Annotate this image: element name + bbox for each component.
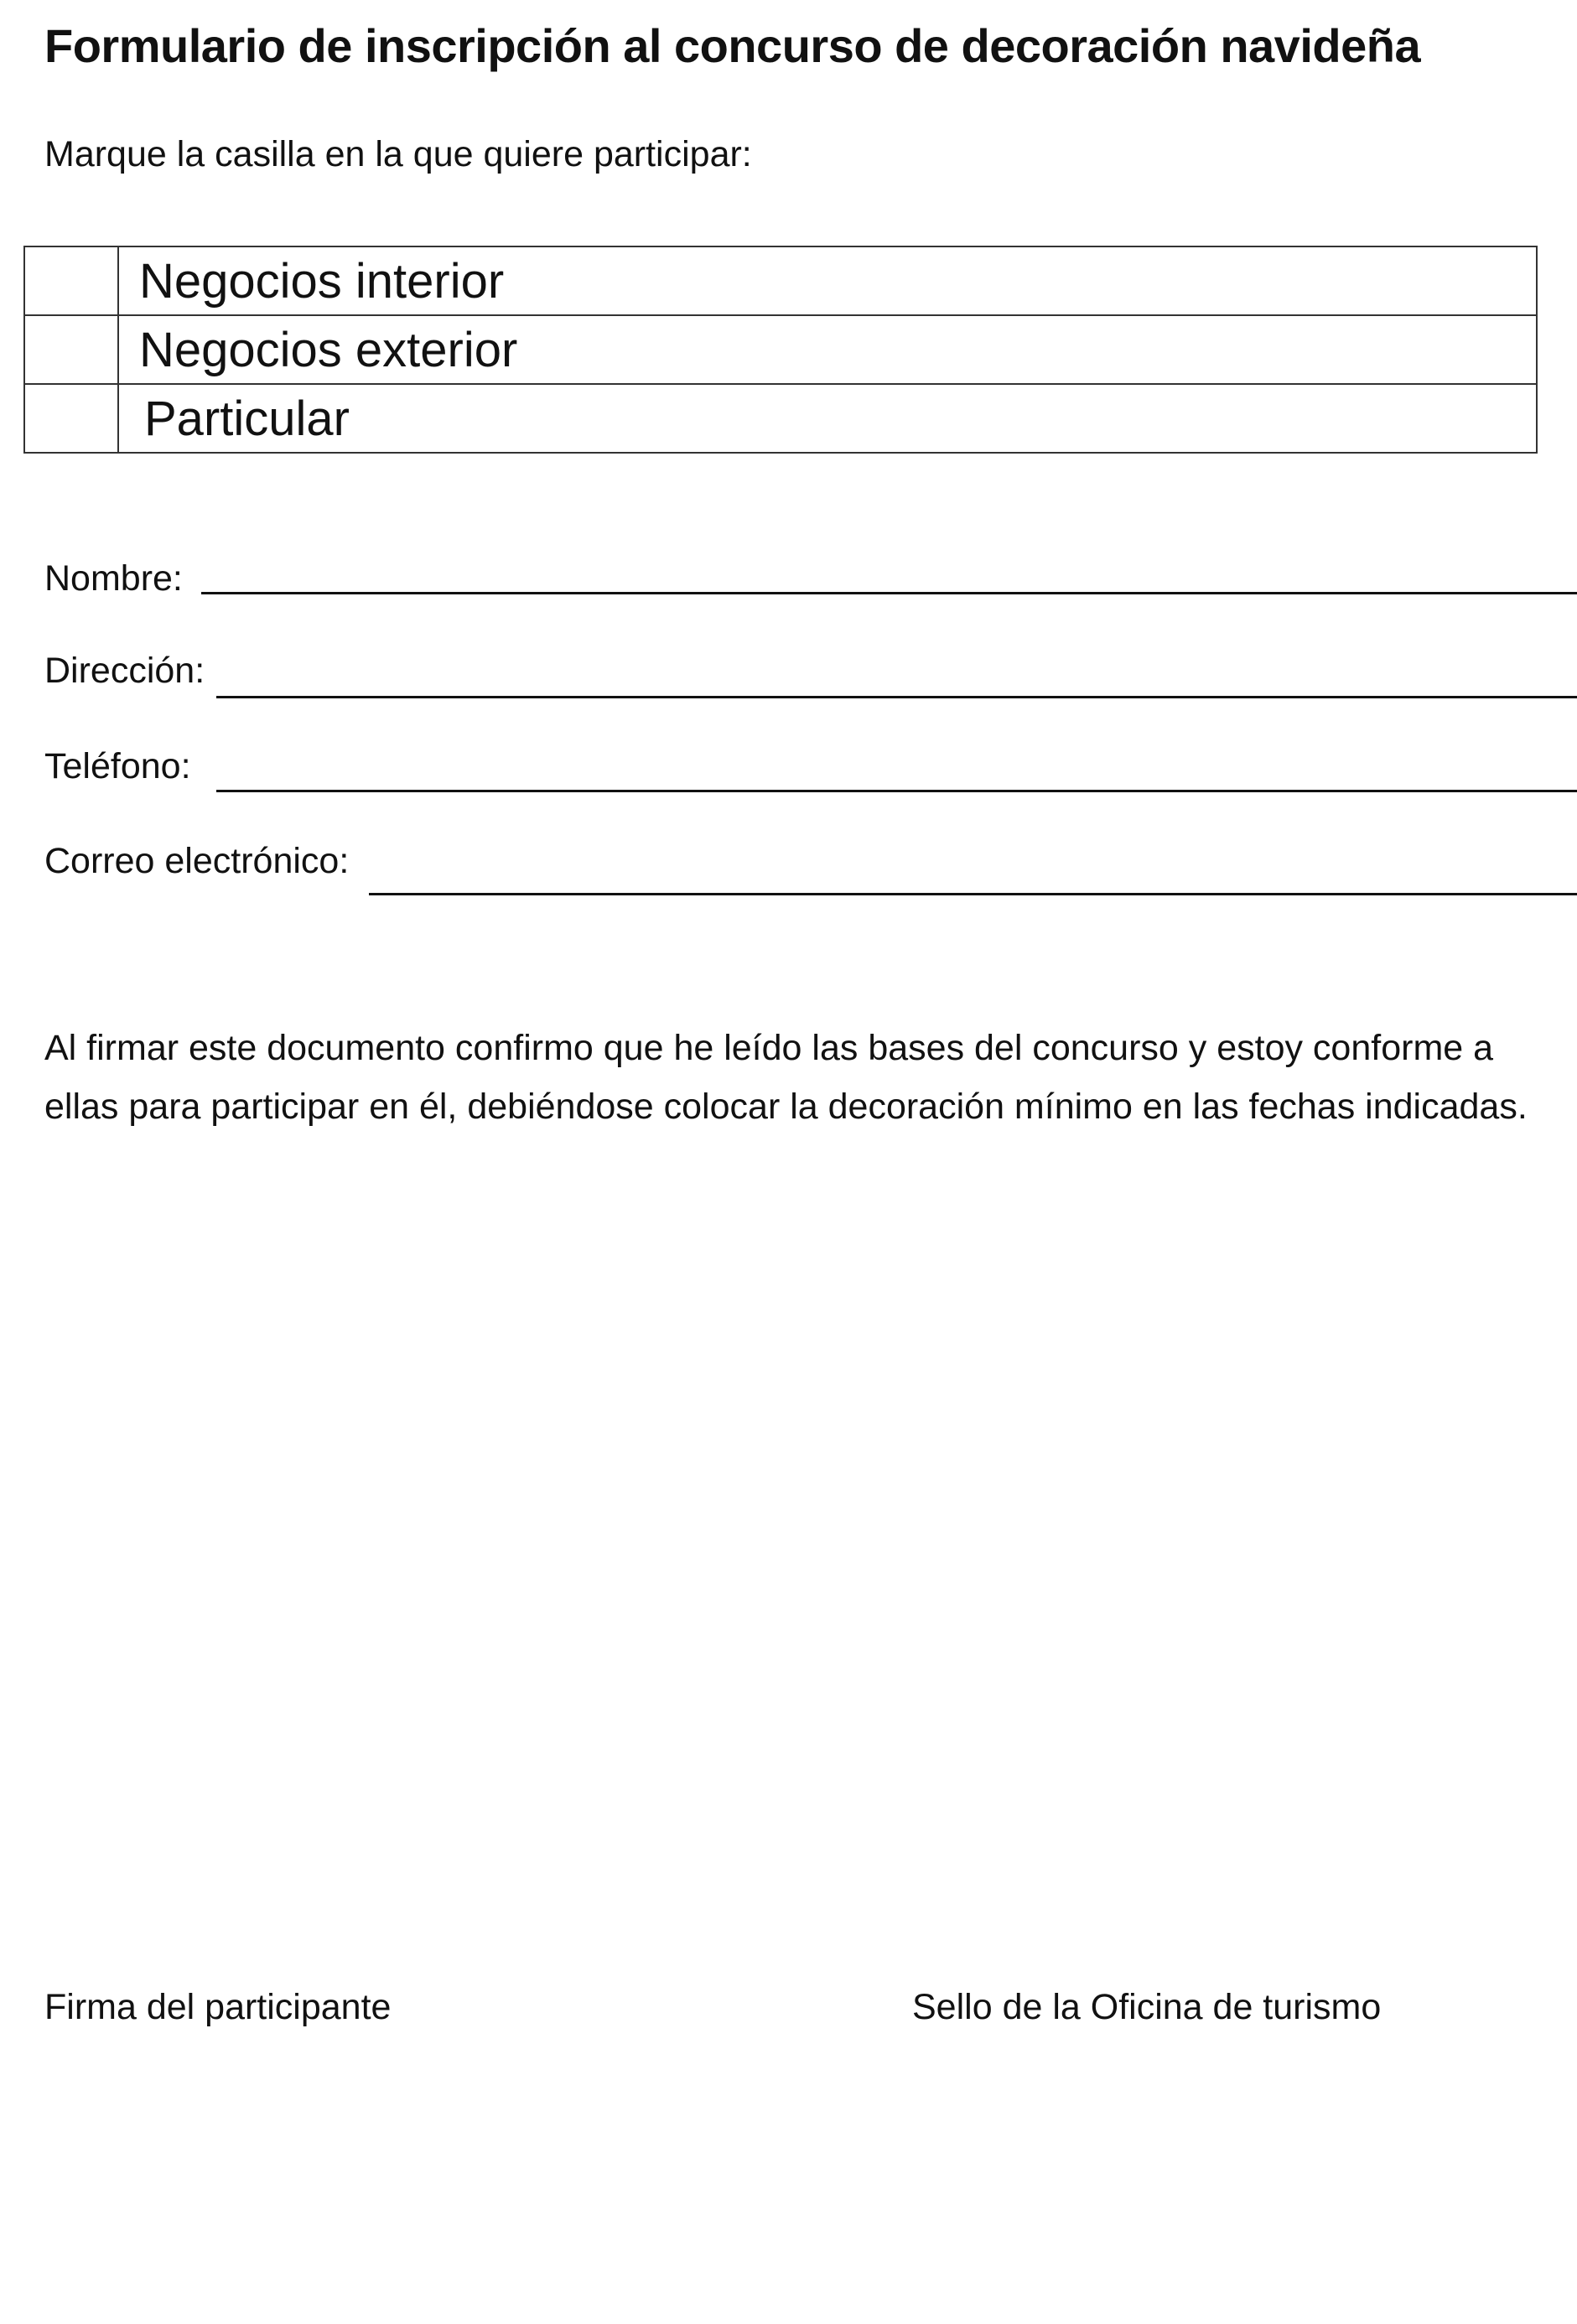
checkbox-negocios-interior[interactable] <box>24 246 118 315</box>
correo-field[interactable] <box>369 893 1577 895</box>
option-label-negocios-exterior: Negocios exterior <box>118 315 1537 384</box>
signature-label: Firma del participante <box>44 1987 392 2027</box>
option-row-particular <box>24 384 1537 453</box>
checkbox-negocios-exterior[interactable] <box>24 315 118 384</box>
stamp-label: Sello de la Oficina de turismo <box>912 1987 1382 2027</box>
direccion-field[interactable] <box>216 696 1577 698</box>
correo-label: Correo electrónico: <box>44 841 350 881</box>
option-label-negocios-interior: Negocios interior <box>118 246 1537 315</box>
direccion-label: Dirección: <box>44 651 205 691</box>
page-title: Formulario de inscripción al concurso de decoración navideña <box>44 19 1421 72</box>
nombre-field[interactable] <box>201 592 1577 594</box>
declaration-text: Al firmar este documento confirmo que he leído las bases del concurso y estoy conforme a ellas para participar en él, debiéndose colocar la decoración mínimo en las fechas indicadas. <box>44 1028 1528 1127</box>
category-options-table <box>23 246 1538 454</box>
option-row-negocios-interior <box>24 246 1537 315</box>
telefono-field[interactable] <box>216 790 1577 792</box>
option-row-negocios-exterior <box>24 315 1537 384</box>
checkbox-particular[interactable] <box>24 384 118 453</box>
instruction-text: Marque la casilla en la que quiere participar: <box>44 134 752 174</box>
telefono-label: Teléfono: <box>44 746 191 786</box>
option-label-particular: Particular <box>118 384 1537 453</box>
nombre-label: Nombre: <box>44 558 183 599</box>
